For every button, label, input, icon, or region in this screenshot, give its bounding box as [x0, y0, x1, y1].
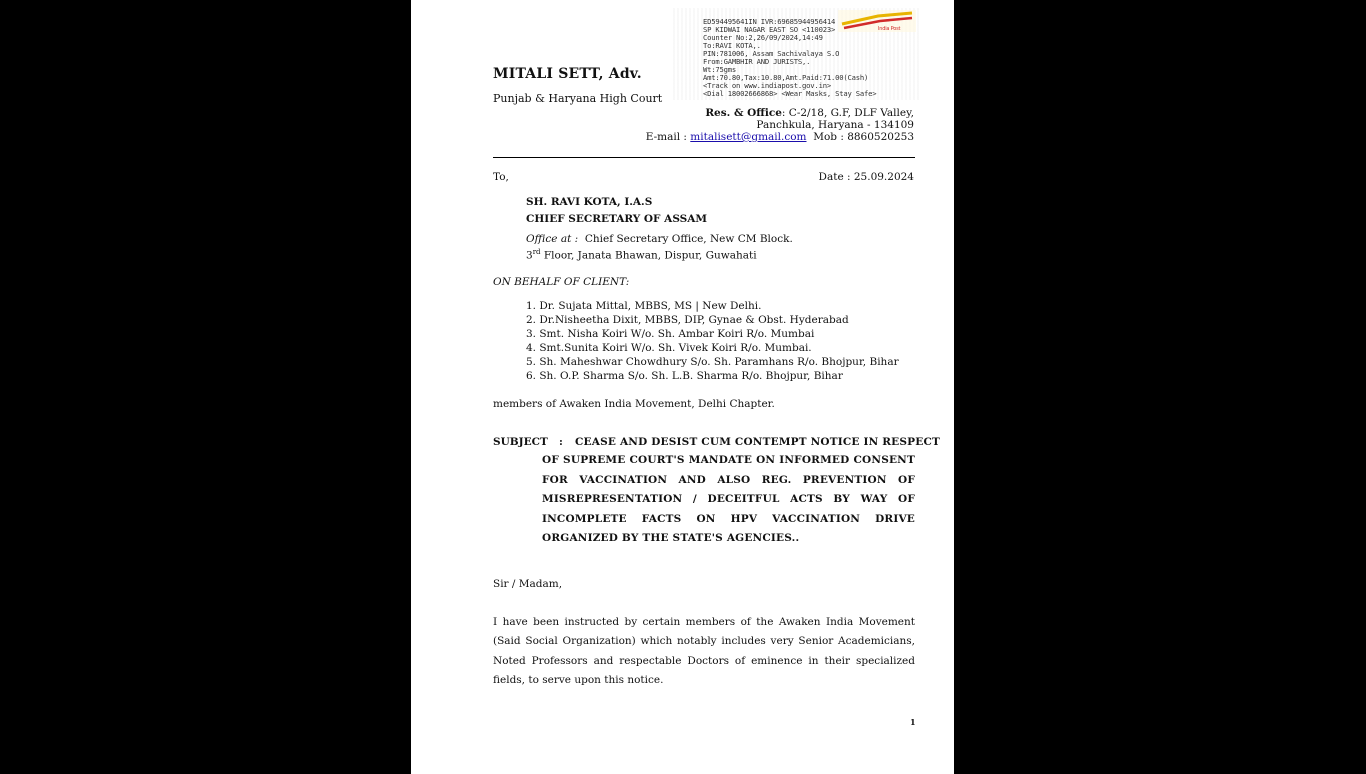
india-post-logo-icon	[838, 10, 916, 32]
client-heading: ON BEHALF OF CLIENT:	[493, 276, 630, 288]
receipt-line: ED594495641IN IVR:69685944956414	[703, 17, 836, 26]
client-list	[526, 299, 899, 383]
office-building: Floor, Janata Bhawan, Dispur, Guwahati	[540, 249, 757, 262]
salutation: Sir / Madam,	[493, 578, 563, 590]
receipt-line: <Dial 18002666868> <Wear Masks, Stay Safe>	[703, 89, 877, 98]
receipt-line: Amt:70.80,Tax:10.80,Amt.Paid:71.00(Cash)	[703, 73, 869, 82]
list-item: 5. Sh. Maheshwar Chowdhury S/o. Sh. Paramhans R/o. Bhojpur, Bihar	[526, 356, 899, 368]
court-name: Punjab & Haryana High Court	[493, 92, 663, 105]
receipt-line: SP KIDWAI NAGAR EAST SO <110023>	[703, 25, 836, 34]
floor-suffix: rd	[532, 248, 541, 256]
document-page	[411, 0, 954, 774]
list-item: 4. Smt.Sunita Koiri W/o. Sh. Vivek Koiri R/o. Mumbai.	[526, 342, 812, 354]
receipt-line: Counter No:2,26/09/2024,14:49	[703, 33, 823, 42]
address-text: : C-2/18, G.F, DLF Valley,	[781, 107, 914, 119]
header-divider	[493, 157, 915, 158]
floor-number: 3	[526, 249, 533, 262]
list-item: 2. Dr.Nisheetha Dixit, MBBS, DIP, Gynae & Obst. Hyderabad	[526, 314, 849, 326]
list-item: 6. Sh. O.P. Sharma S/o. Sh. L.B. Sharma R/o. Bhojpur, Bihar	[526, 370, 843, 382]
members-line: members of Awaken India Movement, Delhi Chapter.	[493, 398, 775, 410]
subject-first-line: CEASE AND DESIST CUM CONTEMPT NOTICE IN RESPECT	[575, 436, 941, 448]
receipt-line: To:RAVI KOTA,.	[703, 41, 761, 50]
receipt-line: From:GAMBHIR AND JURISTS,.	[703, 57, 811, 66]
email-link[interactable]: mitalisett@gmail.com	[690, 131, 807, 143]
office-label: Office at :	[526, 233, 579, 245]
list-item: 3. Smt. Nisha Koiri W/o. Sh. Ambar Koiri R/o. Mumbai	[526, 328, 815, 340]
subject-text: OF SUPREME COURT'S MANDATE ON INFORMED CONSENT FOR VACCINATION AND ALSO REG. PREVENTION OF MISREPRESENTATION / DECEITFUL ACTS BY WAY OF INCOMPLETE FACTS ON HPV VACCINATION DRIVE ORGANIZED BY THE STATE'S AGENCIES..	[542, 454, 915, 544]
receipt-line: Wt:75gms	[703, 65, 737, 74]
to-label: To,	[493, 171, 509, 183]
subject-colon: :	[559, 436, 563, 448]
addressee-title: CHIEF SECRETARY OF ASSAM	[526, 213, 708, 225]
receipt-line: PIN:781006, Assam Sachivalaya S.O	[703, 49, 840, 58]
office-address: Chief Secretary Office, New CM Block.	[584, 233, 793, 245]
mobile-number: Mob : 8860520253	[813, 131, 914, 143]
list-item: 1. Dr. Sujata Mittal, MBBS, MS | New Delhi.	[526, 300, 762, 312]
address-label: Res. & Office	[705, 107, 782, 119]
address-line-2: Panchkula, Haryana - 134109	[756, 119, 914, 131]
subject-label: SUBJECT	[493, 436, 548, 448]
contact-line	[646, 131, 914, 143]
page-number: 1	[910, 717, 916, 727]
advocate-name: MITALI SETT, Adv.	[493, 66, 642, 82]
office-line-2	[526, 248, 757, 262]
email-label: E-mail :	[645, 131, 687, 143]
addressee-name: SH. RAVI KOTA, I.A.S	[526, 196, 653, 208]
body-paragraph: I have been instructed by certain members of the Awaken India Movement (Said Social Organization) which notably includes very Senior Academicians, Noted Professors and respectable Doctors of eminence in their specialized fields, to serve upon this notice.	[493, 616, 915, 686]
letter-date: Date : 25.09.2024	[818, 171, 914, 183]
address-line-1	[705, 107, 914, 119]
receipt-line: <Track on www.indiapost.gov.in>	[703, 81, 831, 90]
postal-receipt	[673, 8, 921, 100]
office-line-1	[526, 233, 793, 245]
logo-text: India Post	[878, 26, 901, 32]
